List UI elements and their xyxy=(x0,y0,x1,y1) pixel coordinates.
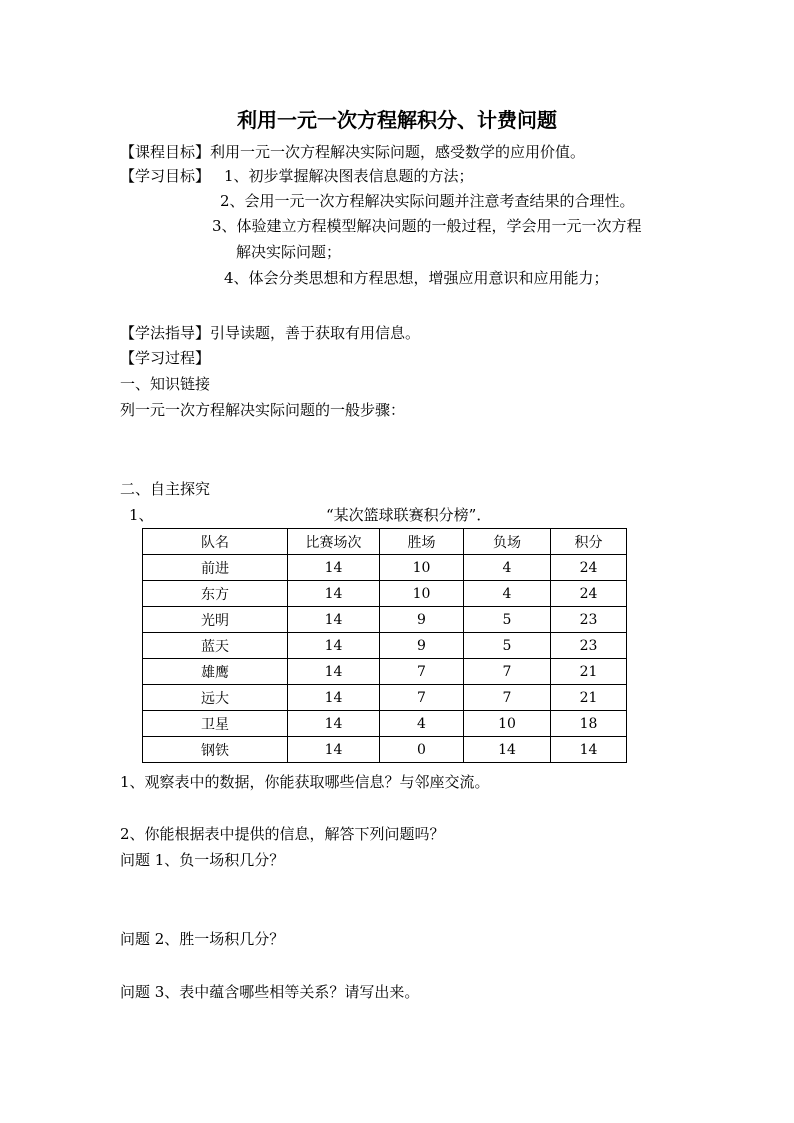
question-observe: 1、观察表中的数据，你能获取哪些信息？与邻座交流。 xyxy=(120,773,490,791)
header-points: 积分 xyxy=(551,529,627,555)
cell-points: 23 xyxy=(551,607,627,633)
cell-losses: 4 xyxy=(464,581,551,607)
study-goal-2: 2、会用一元一次方程解决实际问题并注意考查结果的合理性。 xyxy=(220,192,635,210)
cell-team: 钢铁 xyxy=(143,737,288,763)
cell-wins: 7 xyxy=(380,659,464,685)
cell-points: 23 xyxy=(551,633,627,659)
table-row xyxy=(143,607,627,633)
cell-team: 雄鹰 xyxy=(143,659,288,685)
table-row xyxy=(143,633,627,659)
cell-losses: 7 xyxy=(464,659,551,685)
study-goal-3-cont: 解决实际问题； xyxy=(236,243,342,261)
cell-games: 14 xyxy=(288,685,380,711)
cell-losses: 5 xyxy=(464,633,551,659)
cell-games: 14 xyxy=(288,607,380,633)
cell-points: 24 xyxy=(551,581,627,607)
header-games: 比赛场次 xyxy=(288,529,380,555)
cell-games: 14 xyxy=(288,711,380,737)
cell-points: 21 xyxy=(551,659,627,685)
question-1: 问题 1、负一场积几分？ xyxy=(120,851,285,869)
page-title: 利用一元一次方程解积分、计费问题 xyxy=(237,108,557,132)
study-goal-4: 4、体会分类思想和方程思想，增强应用意识和应用能力； xyxy=(224,269,609,287)
table-row xyxy=(143,659,627,685)
cell-wins: 10 xyxy=(380,581,464,607)
item-number: 1、 xyxy=(129,506,154,524)
cell-games: 14 xyxy=(288,737,380,763)
cell-losses: 4 xyxy=(464,555,551,581)
cell-points: 24 xyxy=(551,555,627,581)
cell-team: 东方 xyxy=(143,581,288,607)
study-goal-1: 1、初步掌握解决图表信息题的方法； xyxy=(224,167,474,185)
table-caption: “某次篮球联赛积分榜”． xyxy=(326,506,492,524)
cell-team: 光明 xyxy=(143,607,288,633)
cell-team: 前进 xyxy=(143,555,288,581)
general-steps: 列一元一次方程解决实际问题的一般步骤： xyxy=(120,401,406,419)
study-goals-label: 【学习目标】 xyxy=(120,167,211,185)
header-team: 队名 xyxy=(143,529,288,555)
table-row xyxy=(143,581,627,607)
cell-wins: 0 xyxy=(380,737,464,763)
cell-games: 14 xyxy=(288,633,380,659)
course-goal: 【课程目标】利用一元一次方程解决实际问题，感受数学的应用价值。 xyxy=(120,143,586,161)
method-guide: 【学法指导】引导读题，善于获取有用信息。 xyxy=(120,324,421,342)
table-row xyxy=(143,555,627,581)
study-goal-3: 3、体验建立方程模型解决问题的一般过程，学会用一元一次方程 xyxy=(212,217,642,235)
question-answer: 2、你能根据表中提供的信息，解答下列问题吗？ xyxy=(120,825,445,843)
cell-games: 14 xyxy=(288,659,380,685)
cell-team: 蓝天 xyxy=(143,633,288,659)
table-header-row xyxy=(143,529,627,555)
cell-team: 远大 xyxy=(143,685,288,711)
question-3: 问题 3、表中蕴含哪些相等关系？请写出来。 xyxy=(120,983,420,1001)
cell-games: 14 xyxy=(288,581,380,607)
header-losses: 负场 xyxy=(464,529,551,555)
cell-wins: 4 xyxy=(380,711,464,737)
section-self-explore: 二、自主探究 xyxy=(120,480,211,498)
cell-losses: 14 xyxy=(464,737,551,763)
cell-wins: 9 xyxy=(380,633,464,659)
table-row xyxy=(143,685,627,711)
cell-points: 14 xyxy=(551,737,627,763)
process-label: 【学习过程】 xyxy=(120,349,211,367)
cell-points: 18 xyxy=(551,711,627,737)
cell-wins: 9 xyxy=(380,607,464,633)
cell-points: 21 xyxy=(551,685,627,711)
cell-losses: 5 xyxy=(464,607,551,633)
cell-losses: 7 xyxy=(464,685,551,711)
section-knowledge-link: 一、知识链接 xyxy=(120,375,211,393)
table-row xyxy=(143,711,627,737)
table-row xyxy=(143,737,627,763)
cell-wins: 7 xyxy=(380,685,464,711)
cell-wins: 10 xyxy=(380,555,464,581)
cell-games: 14 xyxy=(288,555,380,581)
standings-table xyxy=(142,528,627,763)
cell-team: 卫星 xyxy=(143,711,288,737)
cell-losses: 10 xyxy=(464,711,551,737)
question-2: 问题 2、胜一场积几分？ xyxy=(120,930,285,948)
header-wins: 胜场 xyxy=(380,529,464,555)
